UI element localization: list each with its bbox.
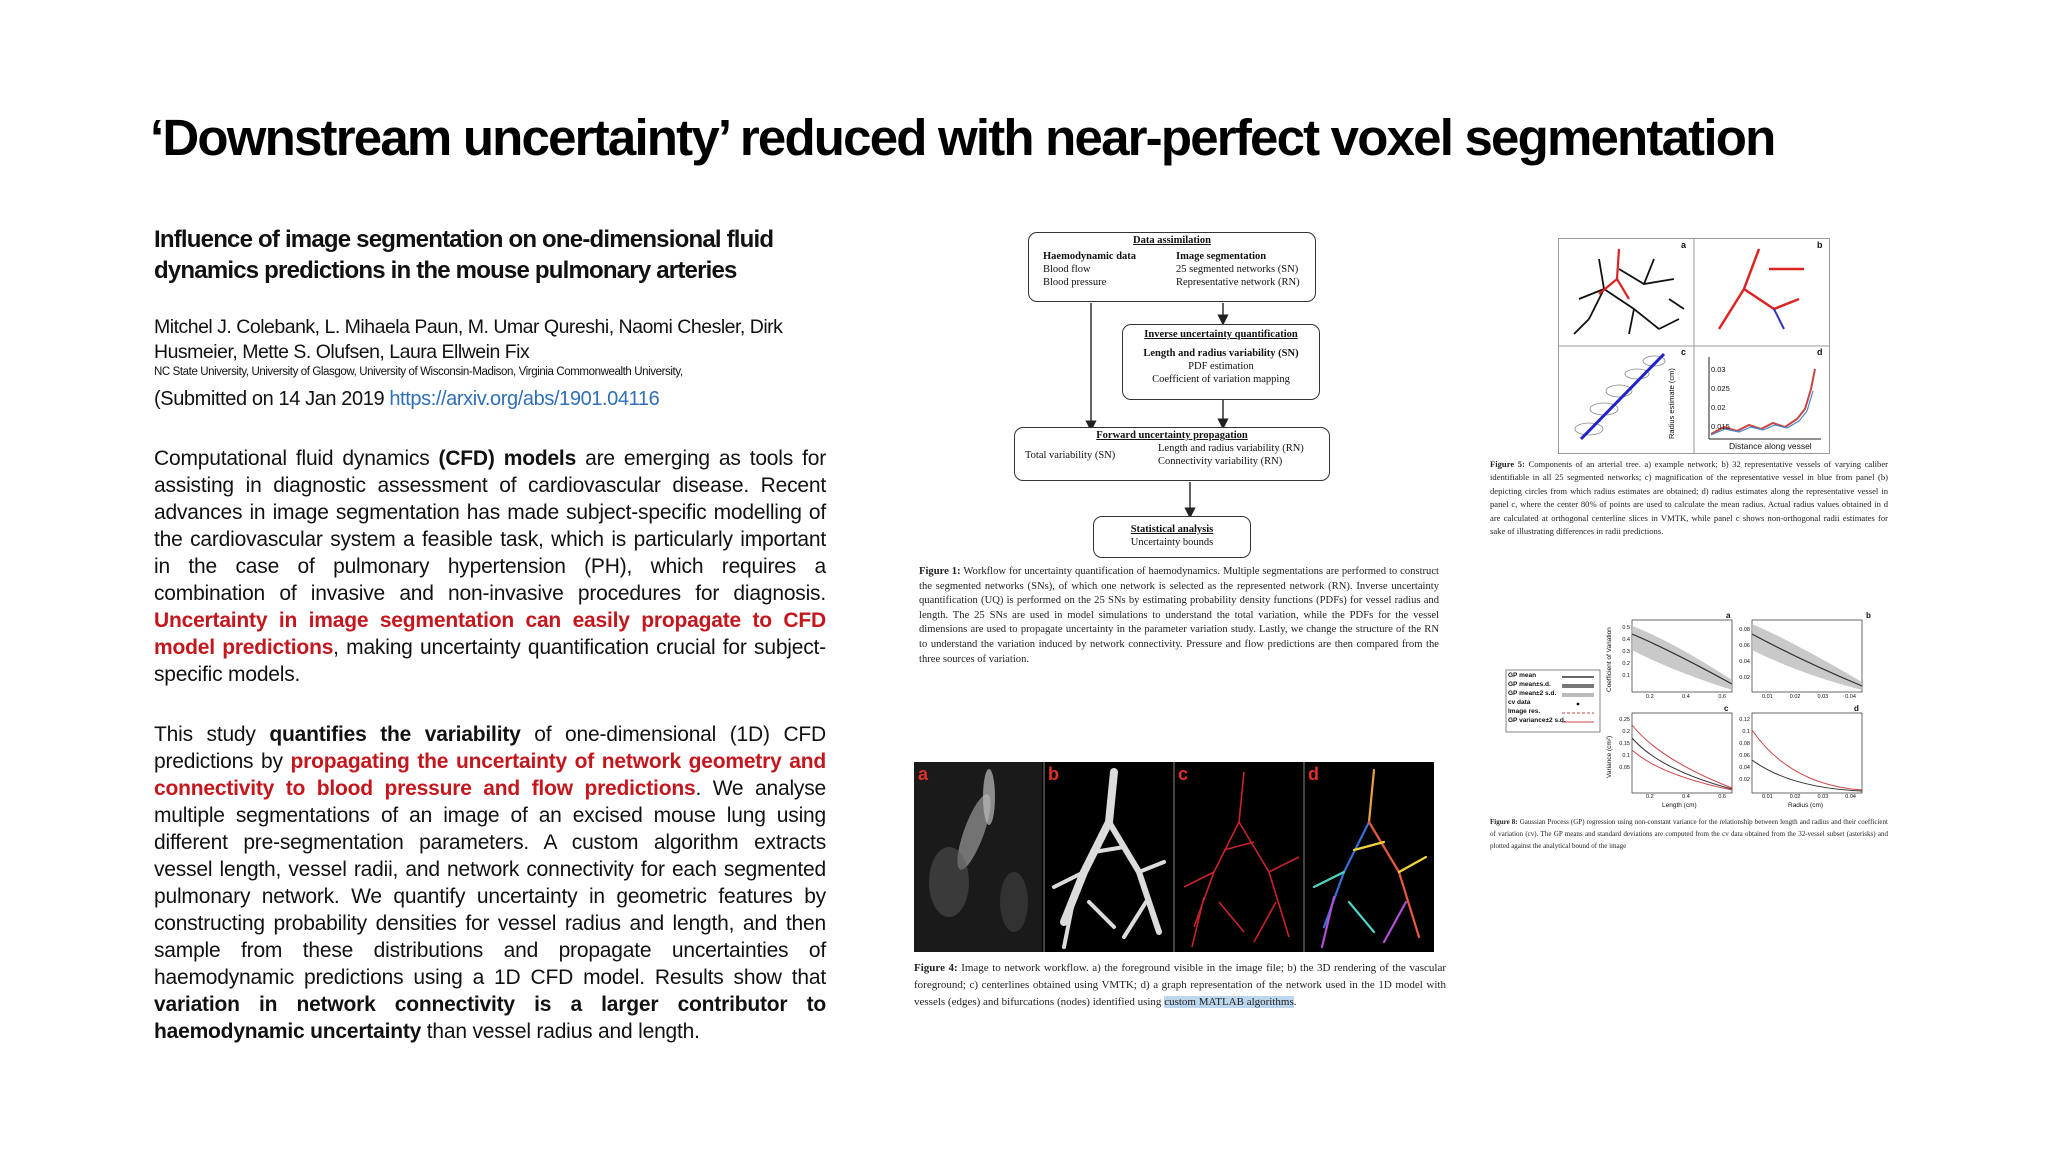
- figure-8-ticks-a-y: 0.5 0.4 0.3 0.2 0.1: [1622, 625, 1630, 679]
- inverse-uq-box: Inverse uncertainty quantification Length and radius variability (SN) PDF estimation Coefficient of variation mapping: [1122, 324, 1320, 400]
- figure-8-label-a: a: [1726, 611, 1731, 620]
- figure-8-xlabel-left: Length (cm): [1662, 802, 1697, 809]
- bold-phrase: quantifies the variability: [269, 723, 521, 746]
- bold-phrase: (CFD) models: [438, 447, 577, 470]
- figure-5-tick-4: 0.015: [1711, 422, 1730, 431]
- abstract-paragraph-1: [154, 445, 826, 688]
- figure-4-label-d: d: [1308, 764, 1319, 784]
- figure-5-label-c: c: [1681, 347, 1687, 357]
- figure-8-legend-1: GP mean: [1508, 672, 1537, 679]
- text-run: Computational fluid dynamics: [154, 447, 439, 470]
- bold-phrase: variation in network connectivity is a larger contributor to haemodynamic uncertainty: [154, 993, 826, 1043]
- submission-date: (Submitted on 14 Jan 2019: [154, 388, 390, 410]
- slide-title: ‘Downstream uncertainty’ reduced with near-perfect voxel segmentation: [150, 109, 1775, 166]
- figure-4: [914, 762, 1454, 1037]
- figure-8-ticks-c-y: 0.25 0.2 0.15 0.1 0.05: [1619, 717, 1630, 771]
- paper-authors: Mitchel J. Colebank, L. Mihaela Paun, M. Umar Qureshi, Naomi Chesler, Dirk Husmeier, Mette S. Olufsen, Laura Ellwein Fix: [154, 316, 783, 363]
- figure-5-panels: [1558, 238, 1830, 454]
- figure-5-xlabel: Distance along vessel: [1729, 441, 1812, 451]
- abstract-paragraph-2: [154, 721, 826, 1045]
- text-run: . We analyse multiple segmentations of an image of an excised mouse lung using different pre-segmentation parameters. A custom algorithm extracts vessel length, vessel radii, and network connectivity for each segmented pulmonary network. We quantify uncertainty in geometric features by constructing probability densities for vessel radius and length, and then sample from these distributions and propagate uncertainties of haemodynamic predictions using a 1D CFD model. Results show that: [154, 777, 827, 989]
- figure-8-ticks-b-x: 0.01 0.02 0.03 0.04: [1762, 694, 1856, 700]
- figure-5-label-d: d: [1817, 347, 1823, 357]
- figure-4-label-b: b: [1048, 764, 1059, 784]
- figure-4-label-a: a: [918, 764, 929, 784]
- figure-5-label-a: a: [1681, 240, 1687, 250]
- figure-5-tick-2: 0.025: [1711, 384, 1730, 393]
- figure-8-ylabel-bottom: Variance (cm²): [1606, 735, 1613, 778]
- figure-8-legend-2: GP mean±s.d.: [1508, 681, 1551, 688]
- figure-4-image-strip: [914, 762, 1434, 952]
- text-run: of one-dimensional (1D) CFD predictions by: [154, 723, 827, 773]
- highlighted-text: custom MATLAB algorithms: [1164, 996, 1294, 1008]
- figure-8-ylabel-top: Coefficient of Variation: [1606, 627, 1613, 692]
- figure-5-tick-3: 0.02: [1711, 403, 1726, 412]
- figure-1: [900, 228, 1460, 688]
- figure-8-xlabel-right: Radius (cm): [1788, 802, 1824, 809]
- text-run: than vessel radius and length.: [421, 1020, 700, 1043]
- figure-8-plots: [1490, 610, 1890, 810]
- figure-1-caption: Figure 1: Workflow for uncertainty quantification of haemodynamics. Multiple segmentations are performed to construct the segmented networks (SNs), of which one network is selected as the represented network (RN). Inverse uncertainty quantification (UQ) is performed on the 25 SNs by estimating probability density functions (PDFs) for vessel radius and length. The 25 SNs are used in model simulations to understand the total variation, while the PDFs for the vessel dimensions are used to propagate uncertainty in the parameter variation study. Lastly, we change the structure of the RN to understand the variation induced by network connectivity. Pressure and flow predictions are then compared from the three sources of variation.: [919, 566, 1439, 665]
- submission-line: [154, 388, 854, 411]
- figure-5-caption: Figure 5: Components of an arterial tree. a) example network; b) 32 representative vessels of varying caliber identifiable in all 25 segmented networks; c) magnification of the representative vessel in blue from panel (b) depicting circles from which radius estimates are obtained; d) radius estimates along the representative vessel in panel c, where the center 80% of points are used to calculate the mean radius. Actual radius values obtained in d are calculated at orthogonal centerline slices in VMTK, while panel c shows non-orthogonal radii estimates for sake of illustrating differences in radii predictions.: [1490, 459, 1888, 537]
- paper-affiliations: NC State University, University of Glasgow, University of Wisconsin-Madison, Virginia Commonwealth University,: [154, 366, 683, 378]
- figure-8-label-d: d: [1854, 704, 1859, 713]
- figure-8: [1490, 610, 1890, 860]
- figure-8-legend-4: cv data: [1508, 699, 1531, 706]
- figure-8-legend-5: Image res.: [1508, 708, 1541, 715]
- figure-8-ticks-a-x: 0.2 0.4 0.6: [1646, 694, 1726, 700]
- figure-5-tick-1: 0.03: [1711, 365, 1726, 374]
- figure-5: [1490, 236, 1890, 556]
- figure-8-ticks-b-y: 0.08 0.06 0.04 0.02: [1739, 627, 1750, 681]
- figure-8-ticks-c-x: 0.2 0.4 0.6: [1646, 794, 1726, 800]
- arxiv-link[interactable]: https://arxiv.org/abs/1901.04116: [389, 388, 660, 410]
- highlighted-phrase: Uncertainty in image segmentation can easily propagate to CFD model predictions: [154, 609, 826, 659]
- figure-8-ticks-d-x: 0.01 0.02 0.03 0.04: [1762, 794, 1856, 800]
- figure-8-caption: Figure 8: Gaussian Process (GP) regression using non-constant variance for the relationship between length and radius and their coefficient of variation (cv). The GP means and standard deviations are computed from the cv data obtained from the 32-vessel subset (asterisks) and plotted against the analytical bound of the image: [1490, 818, 1888, 850]
- statistical-analysis-box: Statistical analysis Uncertainty bounds: [1093, 516, 1251, 558]
- figure-5-ylabel: Radius estimate (cm): [1667, 368, 1676, 439]
- figure-8-legend-6: GP variance±2 s.d.: [1508, 717, 1566, 724]
- paper-title: Influence of image segmentation on one-dimensional fluid dynamics predictions in the mouse pulmonary arteries: [154, 226, 774, 284]
- figure-8-legend-3: GP mean±2 s.d.: [1508, 690, 1557, 697]
- figure-4-label-c: c: [1178, 764, 1189, 784]
- figure-5-label-b: b: [1817, 240, 1823, 250]
- text-run: are emerging as tools for assisting in diagnostic assessment of cardiovascular disease. Recent advances in image segmentation has made subject-specific modelling of the cardiovascular system a feasible task, which is particularly important in the case of pulmonary hypertension (PH), which requires a combination of invasive and non-invasive procedures for diagnosis.: [154, 447, 826, 605]
- figure-4-caption: Figure 4: Image to network workflow. a) the foreground visible in the image file; b) the 3D rendering of the vascular foreground; c) centerlines obtained using VMTK; d) a graph representation of the network used in the 1D model with vessels (edges) and bifurcations (nodes) identified using custom MATLAB algorithms.: [914, 962, 1447, 1008]
- figure-8-label-b: b: [1866, 611, 1871, 620]
- figure-8-ticks-d-y: 0.12 0.1 0.08 0.06 0.04 0.02: [1739, 717, 1750, 783]
- figure-4-panels: [914, 762, 1434, 952]
- data-assimilation-box: Data assimilation Haemodynamic data Blood flow Blood pressure Image segmentation 25 segmented networks (SN) Representative network (RN): [1028, 232, 1316, 302]
- forward-uq-box: Forward uncertainty propagation Total variability (SN) Length and radius variability (RN) Connectivity variability (RN): [1014, 427, 1330, 481]
- text-run: , making uncertainty quantification crucial for subject-specific models.: [154, 636, 826, 686]
- highlighted-phrase: propagating the uncertainty of network geometry and connectivity to blood pressure and flow predictions: [154, 750, 826, 800]
- figure-8-label-c: c: [1724, 704, 1729, 713]
- text-run: This study: [154, 723, 270, 746]
